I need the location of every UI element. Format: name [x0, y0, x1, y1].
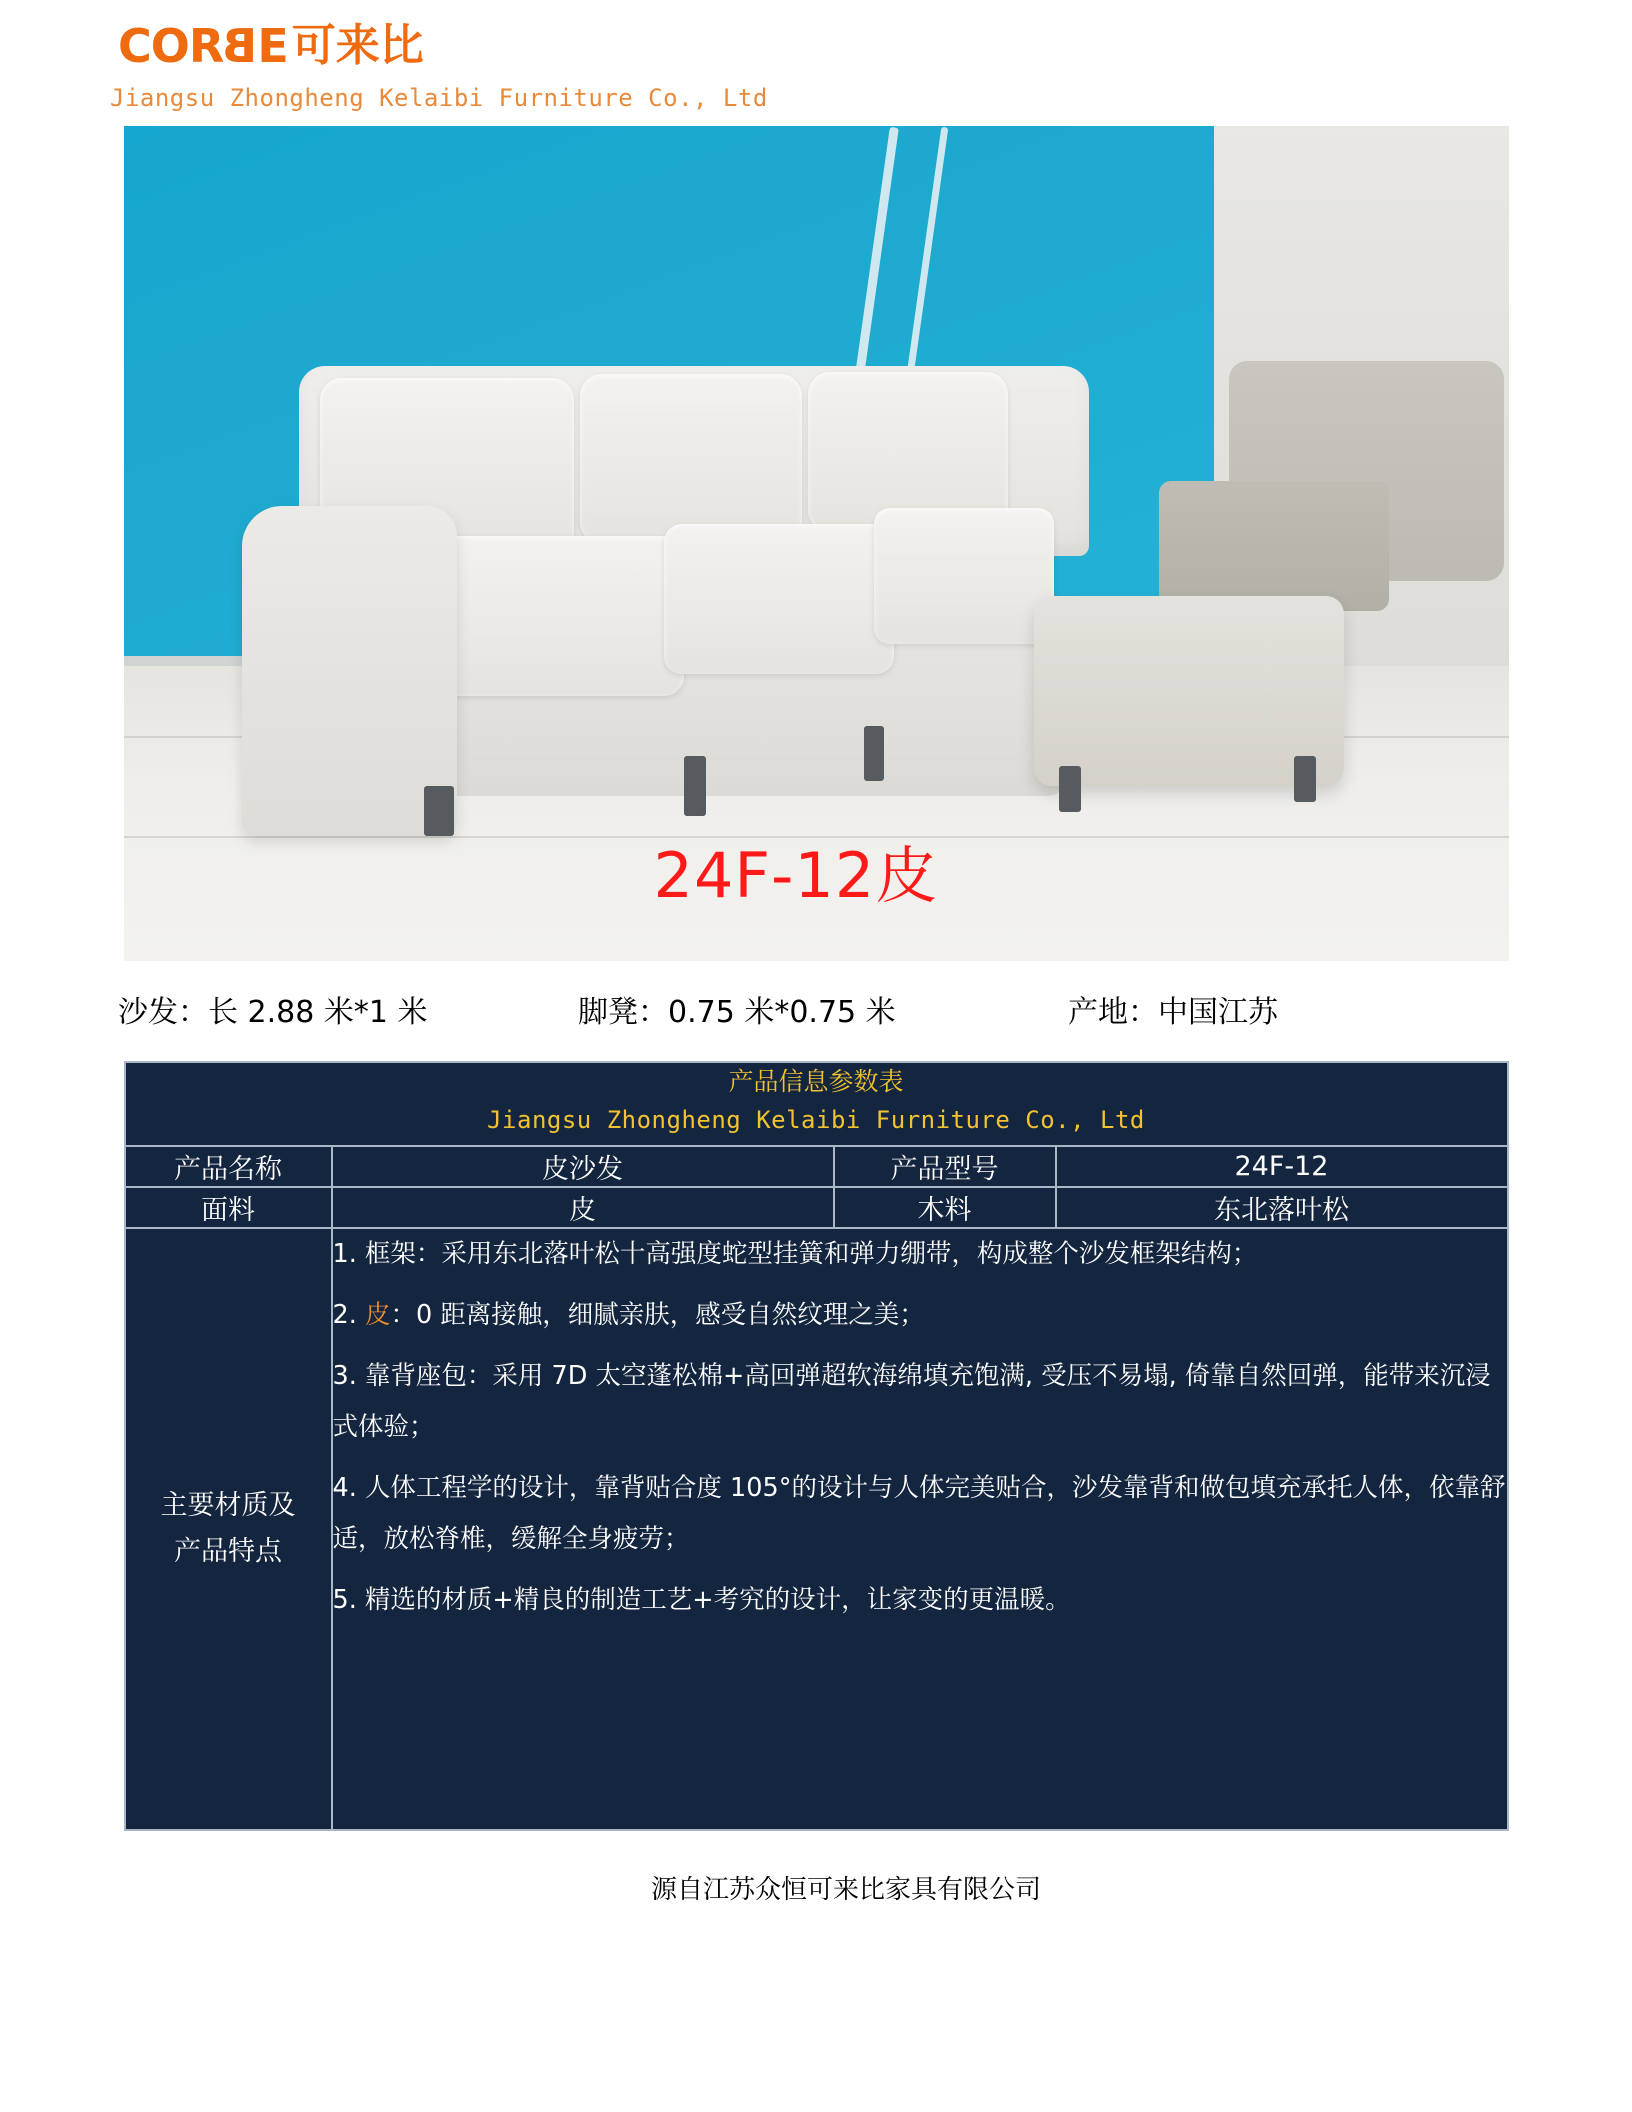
row2-value-2: 东北落叶松: [1056, 1187, 1508, 1228]
table-row: [125, 1146, 1508, 1187]
photo-sofa-leg-2: [684, 756, 706, 816]
row2-value-1: 皮: [332, 1187, 834, 1228]
features-label-line-1: 主要材质及: [160, 1490, 296, 1521]
table-features-row: [125, 1228, 1508, 1830]
logo-letter-o: O: [150, 19, 189, 73]
company-name-en: Jiangsu Zhongheng Kelaibi Furniture Co., Ltd: [110, 84, 768, 112]
row1-label-1: 产品名称: [125, 1146, 332, 1187]
logo-letter-e: E: [257, 19, 288, 73]
logo-chinese-text: 可来比: [291, 20, 424, 71]
feature-highlight-text: 皮: [364, 1299, 391, 1330]
feature-item-1: 1. 框架：采用东北落叶松十高强度蛇型挂簧和弹力绷带，构成整个沙发框架结构；: [332, 1238, 1258, 1269]
photo-sofa-leg-1: [424, 786, 454, 836]
page-header: [0, 0, 1632, 112]
features-label: [125, 1228, 332, 1830]
photo-background-ottoman: [1159, 481, 1389, 611]
photo-model-label: 24F-12皮: [653, 839, 939, 912]
product-info-table: [124, 1061, 1509, 1831]
feature-item-2: 2. 皮：0 距离接触，细腻亲肤，感受自然纹理之美；: [332, 1299, 925, 1330]
feature-item-3: 3. 靠背座包：采用 7D 太空蓬松棉+高回弹超软海绵填充饱满, 受压不易塌, 倚靠自然回弹，能带来沉浸式体验；: [332, 1360, 1491, 1442]
photo-sofa-leg-3: [864, 726, 884, 781]
row1-value-1: 皮沙发: [332, 1146, 834, 1187]
features-body: [332, 1228, 1508, 1830]
ottoman-dimension: 脚凳：0.75 米*0.75 米: [578, 995, 896, 1030]
table-row: [125, 1187, 1508, 1228]
table-title-en: Jiangsu Zhongheng Kelaibi Furniture Co., Ltd: [487, 1105, 1145, 1134]
features-label-line-2: 产品特点: [174, 1535, 282, 1567]
sofa-dimension: 沙发：长 2.88 米*1 米: [118, 995, 428, 1030]
dimension-row: [118, 987, 1518, 1031]
photo-ottoman-leg-1: [1059, 766, 1081, 812]
table-title-cn: 产品信息参数表: [728, 1067, 904, 1096]
photo-seat-cushion-3: [874, 508, 1054, 644]
logo-letter-b-mirrored: B: [223, 19, 258, 73]
page-footer: 源自江苏众恒可来比家具有限公司: [650, 1874, 1041, 1905]
logo-latin-text: [118, 19, 288, 73]
photo-seat-cushion-2: [664, 524, 894, 674]
table-title-row: [125, 1062, 1508, 1146]
photo-ottoman-leg-2: [1294, 756, 1316, 802]
row2-label-2: 木料: [834, 1187, 1056, 1228]
row2-label-1: 面料: [125, 1187, 332, 1228]
row1-label-2: 产品型号: [834, 1146, 1056, 1187]
table-title-cell: [125, 1062, 1508, 1146]
photo-canvas: [124, 126, 1509, 961]
origin-text: 产地：中国江苏: [1068, 995, 1278, 1030]
brand-logo: [118, 18, 1632, 74]
feature-item-4: 4. 人体工程学的设计，靠背贴合度 105°的设计与人体完美贴合，沙发靠背和做包填充承托人体，依靠舒适，放松脊椎，缓解全身疲劳；: [332, 1472, 1506, 1554]
logo-letter-c: C: [118, 19, 151, 73]
product-photo: [124, 126, 1509, 961]
row1-value-2: 24F-12: [1056, 1146, 1508, 1187]
photo-back-cushion-2: [580, 374, 802, 544]
logo-letter-r: R: [188, 19, 224, 73]
feature-item-5: 5. 精选的材质+精良的制造工艺+考究的设计，让家变的更温暖。: [332, 1584, 1071, 1615]
